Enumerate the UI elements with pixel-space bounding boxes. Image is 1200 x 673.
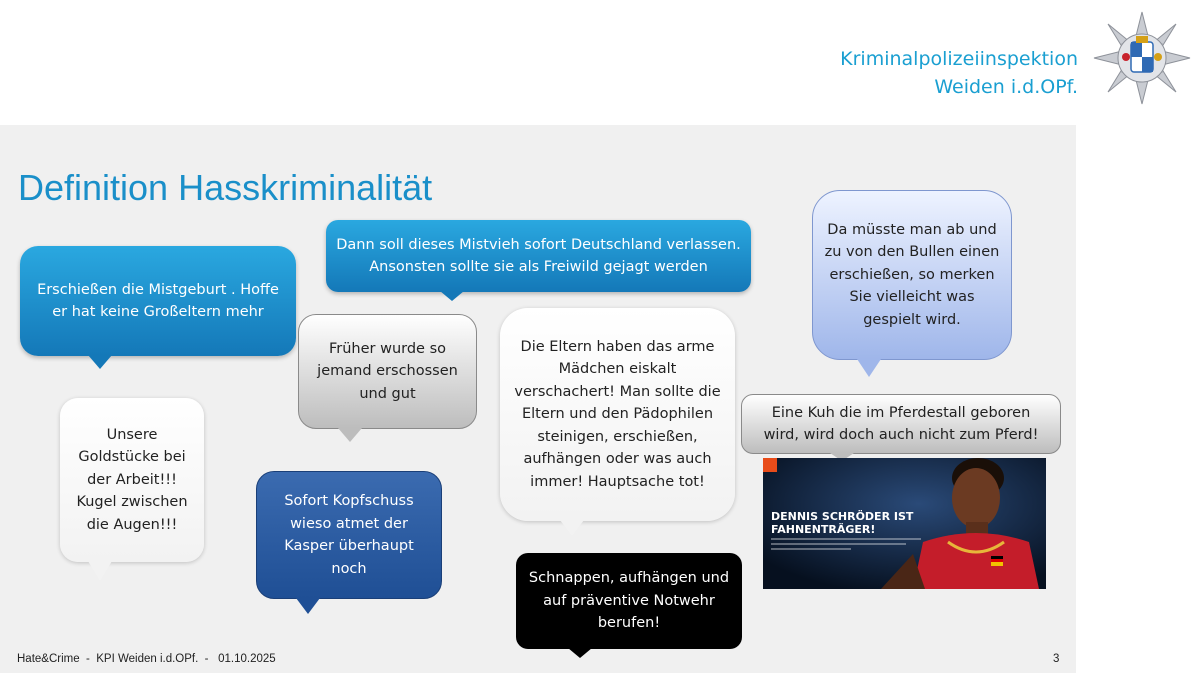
photo-caption-line — [771, 548, 851, 550]
photo-caption-line — [771, 538, 921, 540]
speech-bubble-comment: Erschießen die Mistgeburt . Hoffe er hat keine Großeltern mehr — [20, 246, 296, 356]
speech-bubble-comment: Sofort Kopfschuss wieso atmet der Kasper überhaupt noch — [256, 471, 442, 599]
speech-bubble-comment: Eine Kuh die im Pferdestall geboren wird, wird doch auch nicht zum Pferd! — [741, 394, 1061, 454]
news-photo — [763, 458, 1046, 589]
speech-bubble-tail — [88, 561, 112, 581]
speech-bubble-tail — [560, 520, 584, 536]
photo-headline — [771, 510, 913, 536]
speech-bubble-tail — [568, 648, 592, 658]
page-number: 3 — [1053, 653, 1060, 665]
organization-name: Kriminalpolizeiinspektion — [840, 48, 1078, 70]
slide-title: Definition Hasskriminalität — [18, 167, 433, 208]
speech-bubble-comment: Die Eltern haben das arme Mädchen eiskalt verschachert! Man sollte die Eltern und den Pädophilen steinigen, erschießen, aufhängen oder was auch immer! Hauptsache tot! — [500, 308, 735, 521]
speech-bubble-comment: Früher wurde so jemand erschossen und gut — [298, 314, 477, 429]
photo-headline-line2: FAHNENTRÄGER! — [771, 523, 876, 536]
photo-headline-line1: DENNIS SCHRÖDER IST — [771, 510, 914, 523]
speech-bubble-tail — [440, 291, 464, 301]
speech-bubble-tail — [296, 598, 320, 614]
footer-text: Hate&Crime - KPI Weiden i.d.OPf. - 01.10.2025 — [17, 653, 276, 665]
header-organization — [840, 45, 1078, 101]
speech-bubble-tail — [88, 355, 112, 369]
speech-bubble-tail — [857, 359, 881, 377]
organization-location: Weiden i.d.OPf. — [934, 76, 1078, 98]
speech-bubble-comment: Unsere Goldstücke bei der Arbeit!!! Kugel zwischen die Augen!!! — [60, 398, 204, 562]
speech-bubble-comment: Da müsste man ab und zu von den Bullen einen erschießen, so merken Sie vielleicht was gespielt wird. — [812, 190, 1012, 360]
photo-caption-line — [771, 543, 906, 545]
police-star-emblem-icon — [1092, 10, 1192, 106]
speech-bubble-comment: Schnappen, aufhängen und auf präventive Notwehr berufen! — [516, 553, 742, 649]
speech-bubble-comment: Dann soll dieses Mistvieh sofort Deutschland verlassen. Ansonsten sollte sie als Freiwild gejagt werden — [326, 220, 751, 292]
speech-bubble-tail — [338, 428, 362, 442]
